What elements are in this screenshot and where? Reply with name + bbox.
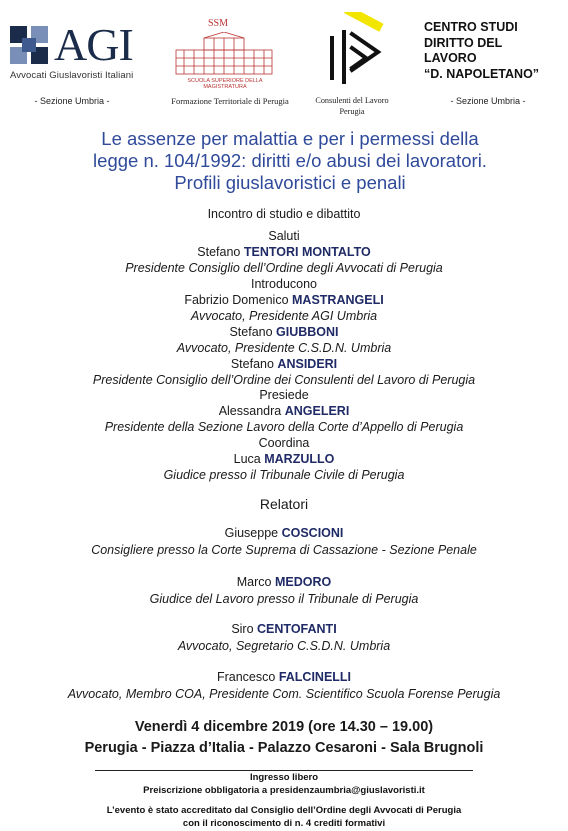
ssm-logo <box>170 14 278 90</box>
speaker-first-name: Giuseppe <box>224 526 279 540</box>
relatore-4 <box>0 669 568 685</box>
speaker-first-name: Stefano <box>197 245 241 259</box>
relatore-1-role: Consigliere presso la Corte Suprema di Cassazione - Sezione Penale <box>91 543 477 557</box>
event-place: Perugia - Piazza d’Italia - Palazzo Cesaroni - Sala Brugnoli <box>84 740 484 756</box>
ssm-building-icon <box>174 32 274 76</box>
speaker-last-name: ANGELERI <box>284 404 350 418</box>
footer-ingresso: Ingresso libero <box>249 772 319 783</box>
cdl-logo <box>318 12 388 88</box>
intro-role-1: Avvocato, Presidente AGI Umbria <box>190 309 378 323</box>
incontro-label: Incontro di studio e dibattito <box>207 207 361 221</box>
ssm-label: Formazione Territoriale di Perugia <box>171 96 289 106</box>
presiede-role: Presidente della Sezione Lavoro della Corte d’Appello di Perugia <box>104 420 464 434</box>
coordina-label: Coordina <box>258 436 310 450</box>
speaker-first-name: Luca <box>233 452 261 466</box>
title-line2: legge n. 104/1992: diritti e/o abusi dei lavoratori. <box>93 150 487 171</box>
event-title <box>40 128 540 194</box>
centro-line3: LAVORO <box>424 51 477 65</box>
speaker-last-name: GIUBBONI <box>276 325 339 339</box>
speaker-last-name: MASTRANGELI <box>292 293 384 307</box>
relatore-4-role: Avvocato, Membro COA, Presidente Com. Scientifico Scuola Forense Perugia <box>67 687 501 701</box>
title-line3: Profili giuslavoristici e penali <box>174 172 406 193</box>
intro-role-2: Avvocato, Presidente C.S.D.N. Umbria <box>176 341 392 355</box>
speaker-first-name: Francesco <box>216 670 276 684</box>
relatore-2 <box>0 574 568 590</box>
cdl-label-line2: Perugia <box>339 107 365 116</box>
speaker-first-name: Fabrizio Domenico <box>184 293 289 307</box>
agi-subtitle: Avvocati Giuslavoristi Italiani <box>10 70 134 81</box>
speaker-first-name: Marco <box>236 575 272 589</box>
relatore-3 <box>0 621 568 637</box>
intro-speaker-3 <box>0 356 568 372</box>
coordina-role: Giudice presso il Tribunale Civile di Perugia <box>163 468 405 482</box>
relatori-label: Relatori <box>259 496 309 512</box>
footer-preiscrizione: Preiscrizione obbligatoria a presidenzaumbria@giuslavoristi.it <box>143 785 425 796</box>
speaker-last-name: MARZULLO <box>264 452 335 466</box>
agi-logo <box>8 19 148 94</box>
footer-accreditation: L’evento è stato accreditato dal Consiglio dell’Ordine degli Avvocati di Perugia <box>106 805 462 816</box>
speaker-last-name: ANSIDERI <box>277 357 338 371</box>
centro-line1: CENTRO STUDI <box>424 20 518 34</box>
introducono-label: Introducono <box>250 277 318 291</box>
centro-section: - Sezione Umbria - <box>450 96 526 106</box>
cdl-label-line1: Consulenti del Lavoro <box>315 96 389 105</box>
speaker-last-name: COSCIONI <box>281 526 344 540</box>
title-line1: Le assenze per malattia e per i permessi della <box>101 128 479 149</box>
intro-speaker-1 <box>0 292 568 308</box>
speaker-first-name: Alessandra <box>218 404 282 418</box>
centro-studi-title <box>424 20 539 82</box>
ssm-logo-text: SSM <box>208 18 229 29</box>
ssm-caption: SCUOLA SUPERIORE DELLA MAGISTRATURA <box>187 78 263 90</box>
agi-grid-icon <box>10 26 48 64</box>
speaker-last-name: TENTORI MONTALTO <box>243 245 371 259</box>
saluti-speaker <box>0 244 568 260</box>
cdl-label <box>312 95 392 117</box>
speaker-first-name: Siro <box>231 622 254 636</box>
presiede-speaker <box>0 403 568 419</box>
centro-line4: “D. NAPOLETANO” <box>424 66 540 81</box>
relatore-1 <box>0 525 568 541</box>
speaker-last-name: MEDORO <box>274 575 332 589</box>
intro-role-3: Presidente Consiglio dell’Ordine dei Consulenti del Lavoro di Perugia <box>92 373 476 387</box>
cdl-logo-icon <box>318 12 388 88</box>
centro-line2: DIRITTO DEL <box>424 35 503 50</box>
presiede-label: Presiede <box>259 388 309 402</box>
footer-credits: con il riconoscimento di n. 4 crediti formativi <box>182 818 386 829</box>
agi-section: - Sezione Umbria - <box>34 96 110 106</box>
intro-speaker-2 <box>0 324 568 340</box>
relatore-3-role: Avvocato, Segretario C.S.D.N. Umbria <box>177 639 391 653</box>
speaker-first-name: Stefano <box>230 357 274 371</box>
coordina-speaker <box>0 451 568 467</box>
saluti-label: Saluti <box>268 229 300 243</box>
speaker-last-name: FALCINELLI <box>278 670 352 684</box>
event-date: Venerdì 4 dicembre 2019 (ore 14.30 – 19.00) <box>134 719 434 735</box>
speaker-last-name: CENTOFANTI <box>257 622 337 636</box>
relatore-2-role: Giudice del Lavoro presso il Tribunale di Perugia <box>149 592 419 606</box>
speaker-first-name: Stefano <box>229 325 273 339</box>
saluti-role: Presidente Consiglio dell’Ordine degli Avvocati di Perugia <box>125 261 443 275</box>
footer-divider <box>95 770 473 771</box>
agi-logo-text: AGI <box>54 19 133 70</box>
